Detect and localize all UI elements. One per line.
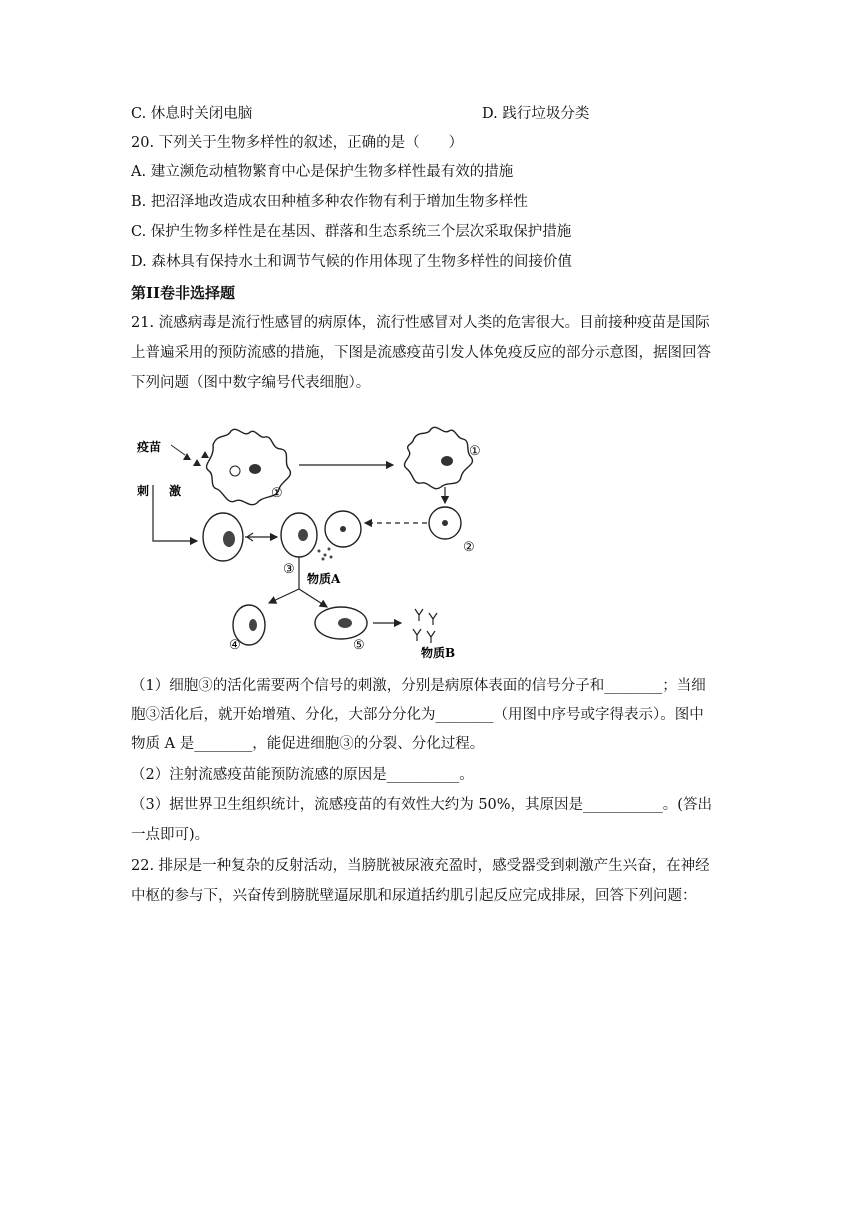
q21-sub-line-5: （3）据世界卫生组织统计，流感疫苗的有效性大约为 50%，其原因是___________。(答出 bbox=[131, 797, 712, 813]
cell-1-right-label: ① bbox=[469, 444, 481, 459]
q21-sub-line-2: 胞③活化后，就开始增殖、分化，大部分分化为________（用图中序号或字得表示）。图中 bbox=[131, 707, 704, 723]
q20-option-a: A. 建立濒危动植物繁育中心是保护生物多样性最有效的措施 bbox=[131, 164, 514, 180]
q20-option-c: C. 保护生物多样性是在基因、群落和生态系统三个层次采取保护措施 bbox=[131, 224, 572, 240]
q22-stem-line-2: 中枢的参与下，兴奋传到膀胱壁逼尿肌和尿道括约肌引起反应完成排尿，回答下列问题： bbox=[131, 888, 697, 904]
cell-4-label: ④ bbox=[229, 638, 241, 653]
substance-b-label: 物质B bbox=[421, 646, 456, 660]
q22-stem-line-1: 22. 排尿是一种复杂的反射活动，当膀胱被尿液充盈时，感受器受到刺激产生兴奋，在神经 bbox=[131, 858, 710, 874]
stimulus-label-2: 激 bbox=[169, 484, 182, 498]
cell-1-left-label: ① bbox=[271, 486, 283, 501]
immune-response-diagram bbox=[131, 425, 491, 665]
stimulus-label-1: 刺 bbox=[137, 484, 150, 498]
substance-a-dots bbox=[318, 548, 333, 561]
q21-sub-line-6: 一点即可)。 bbox=[131, 827, 210, 843]
substance-a-label: 物质A bbox=[307, 572, 341, 586]
cell-2-label: ② bbox=[463, 540, 475, 555]
vaccine-pointer bbox=[171, 445, 185, 455]
q21-stem-line-2: 上普遍采用的预防流感的措施，下图是流感疫苗引发人体免疫反应的部分示意图，据图回答 bbox=[131, 345, 711, 361]
section-title: 第II卷非选择题 bbox=[131, 284, 236, 302]
substance-b-antibodies bbox=[413, 609, 437, 643]
vaccine-label: 疫苗 bbox=[137, 440, 162, 454]
q21-stem-line-3: 下列问题（图中数字编号代表细胞）。 bbox=[131, 375, 371, 391]
q20-option-b: B. 把沼泽地改造成农田种植多种农作物有利于增加生物多样性 bbox=[131, 194, 528, 210]
q20-stem: 20. 下列关于生物多样性的叙述，正确的是（ ） bbox=[131, 135, 464, 151]
q21-sub-line-4: （2）注射流感疫苗能预防流感的原因是__________。 bbox=[131, 767, 474, 783]
cell-3-label: ③ bbox=[283, 562, 295, 577]
cell-5-label: ⑤ bbox=[353, 638, 365, 653]
q21-sub-line-1: （1）细胞③的活化需要两个信号的刺激，分别是病原体表面的信号分子和________；当细 bbox=[131, 678, 706, 694]
apc-cell-right bbox=[404, 427, 472, 488]
option-19-c: C. 休息时关闭电脑 bbox=[131, 106, 253, 122]
q20-option-d: D. 森林具有保持水土和调节气候的作用体现了生物多样性的间接价值 bbox=[131, 254, 572, 270]
b-cell-left bbox=[203, 513, 243, 561]
option-19-d: D. 践行垃圾分类 bbox=[482, 106, 590, 122]
q21-stem-line-1: 21. 流感病毒是流行性感冒的病原体，流行性感冒对人类的危害很大。目前接种疫苗是国际 bbox=[131, 315, 710, 331]
q21-sub-line-3: 物质 A 是________，能促进细胞③的分裂、分化过程。 bbox=[131, 736, 485, 752]
